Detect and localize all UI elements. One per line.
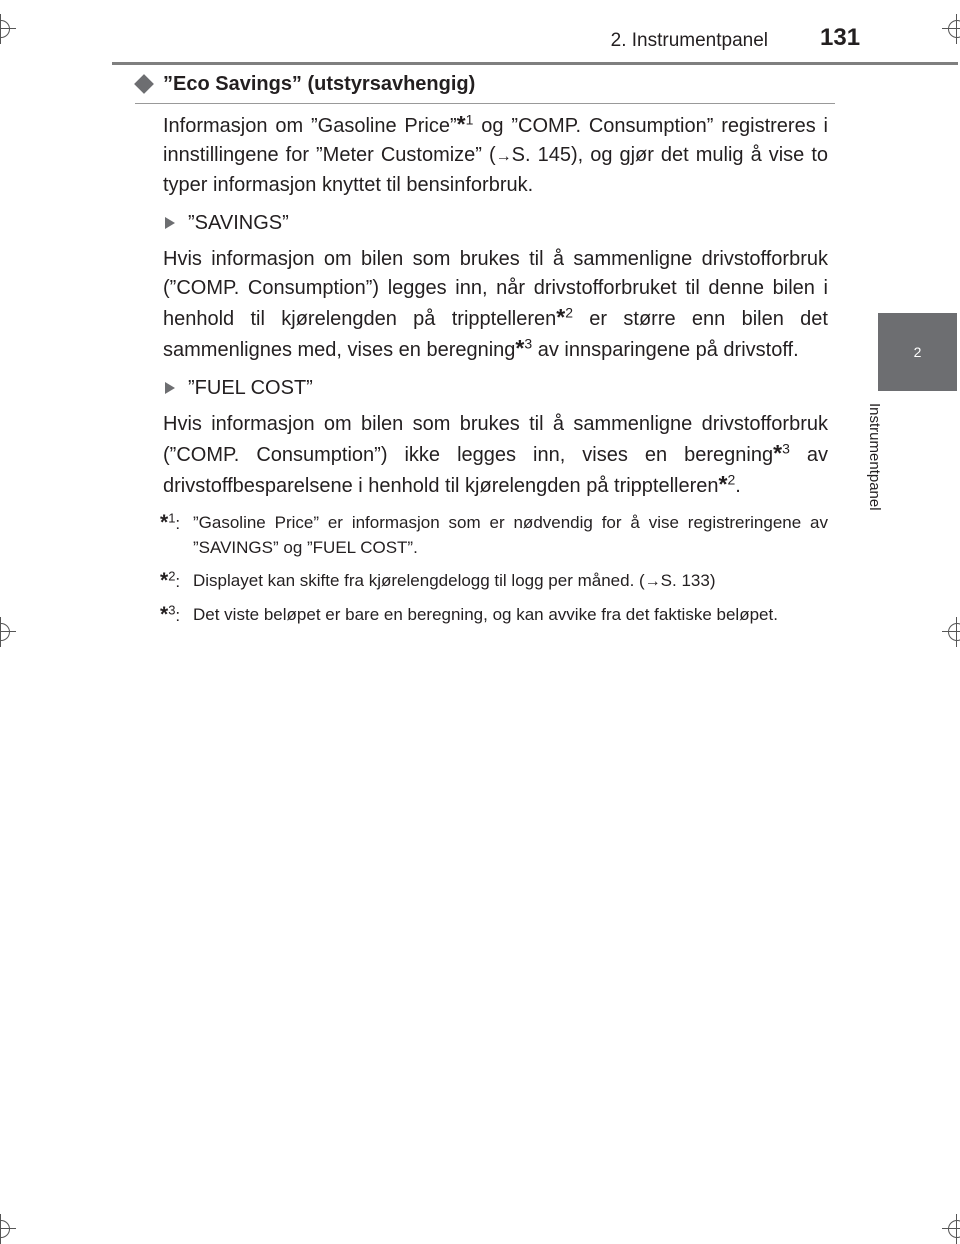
bullet-fuel-cost — [163, 374, 828, 403]
arrow-right-icon: → — [644, 573, 661, 590]
triangle-bullet-icon — [165, 382, 175, 394]
chapter-tab-label-wrap — [866, 403, 911, 563]
crop-mark-top-right — [942, 14, 960, 44]
footnote-marker: * — [773, 440, 783, 466]
footnote-ref-3: 3 — [782, 440, 790, 457]
footnote-3 — [160, 602, 828, 627]
footnote-text: ”Gasoline Price” er informasjon som er nødvendig for å vise registreringene av ”SAVINGS” og ”FUEL COST”. — [193, 513, 828, 557]
arrow-right-icon: → — [495, 148, 512, 165]
crop-mark-bottom-right — [942, 1214, 960, 1244]
page-reference-link[interactable]: S. 133) — [660, 571, 716, 590]
footnote-mark: *$^3$: — [160, 602, 181, 626]
fuel-cost-text-2: av drivstoffbesparelsene i henhold til kjørelengden på tripptelleren — [163, 444, 828, 497]
fuel-cost-text-3: . — [735, 475, 741, 497]
intro-paragraph — [163, 110, 828, 200]
fuel-cost-text-1: Hvis informasjon om bilen som brukes til å sammenligne drivstofforbruk (”COMP. Consumption”) ikke legges inn, vises en beregning — [163, 413, 828, 466]
footnote-ref-2: 2 — [565, 304, 573, 321]
triangle-bullet-icon — [165, 217, 175, 229]
footnote-1 — [160, 510, 828, 560]
footnote-marker: * — [556, 304, 566, 330]
savings-paragraph — [163, 245, 828, 365]
page-number: 131 — [820, 24, 861, 51]
section-divider — [135, 103, 835, 104]
footnotes — [160, 510, 828, 627]
savings-text-2: er større enn bilen det sammenlignes med, vises en beregning — [163, 308, 828, 361]
crop-mark-bottom-left — [0, 1214, 16, 1244]
intro-text-2: og ”COMP. Consumption” registreres i innstillingene for ”Meter Customize” ( — [163, 115, 828, 166]
intro-text-3[interactable]: S. 145), og gjør det mulig å vise to typer informasjon knyttet til bensinforbruk. — [163, 144, 828, 196]
diamond-icon — [134, 74, 154, 94]
chapter-tab-number: 2 — [913, 344, 922, 360]
fuel-cost-paragraph — [163, 410, 828, 501]
intro-text-1: Informasjon om ”Gasoline Price” — [163, 115, 457, 137]
footnote-ref-2: 2 — [727, 471, 736, 488]
header-section-title: 2. Instrumentpanel — [610, 30, 768, 51]
footnote-text: Det viste beløpet er bare en beregning, og kan avvike fra det faktiske beløpet. — [193, 605, 778, 624]
footnote-marker: * — [515, 335, 525, 361]
savings-text-3: av innsparingene på drivstoff. — [532, 339, 799, 361]
chapter-tab[interactable] — [878, 313, 957, 391]
header-divider — [112, 62, 958, 65]
crop-mark-top-left — [0, 14, 16, 44]
footnote-ref-3: 3 — [524, 335, 533, 352]
bullet-savings — [163, 209, 828, 238]
chapter-tab-label: Instrumentpanel — [866, 403, 883, 511]
section-heading — [135, 70, 835, 104]
bullet-label-fuel-cost: ”FUEL COST” — [188, 377, 313, 399]
page-content — [160, 110, 828, 635]
savings-text-1: Hvis informasjon om bilen som brukes til å sammenligne drivstofforbruk (”COMP. Consumption”) legges inn, når drivstofforbruket til denne bilen i henhold til kjørelengden på tripptelleren — [163, 248, 828, 330]
footnote-marker: * — [718, 471, 728, 497]
footnote-ref-1: 1 — [465, 111, 474, 128]
footnote-text: Displayet kan skifte fra kjørelengdelogg til logg per måned. ( — [193, 571, 645, 590]
crop-mark-mid-left — [0, 617, 16, 647]
footnote-mark: *$^1$: — [160, 510, 181, 534]
crop-mark-mid-right — [942, 617, 960, 647]
footnote-mark: *$^2$: — [160, 568, 181, 592]
footnote-marker: * — [456, 111, 466, 137]
footnote-2 — [160, 568, 828, 594]
section-title: ”Eco Savings” (utstyrsavhengig) — [163, 73, 476, 95]
bullet-label-savings: ”SAVINGS” — [188, 212, 289, 234]
